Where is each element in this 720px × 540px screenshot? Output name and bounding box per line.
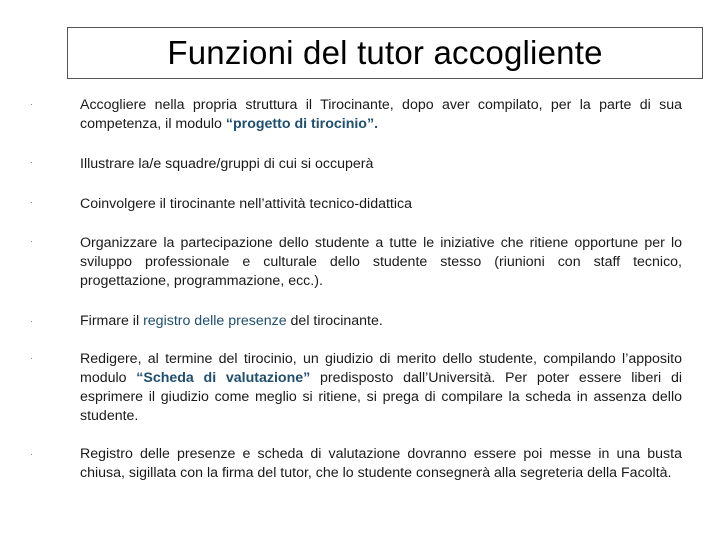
list-item-7 — [80, 445, 682, 483]
list-item-4 — [80, 234, 682, 291]
item-text: Firmare il — [80, 313, 144, 329]
list-item-2 — [80, 155, 682, 174]
bullet-marker: · — [30, 198, 33, 207]
list-item-6 — [80, 350, 682, 426]
item-text-post: predisposto dall’Università. Per poter essere liberi di esprimere il giudizio come meglio si ritiene, si prega di compilare la scheda in assenza dello studente. — [80, 370, 682, 424]
bullet-marker: · — [30, 158, 33, 167]
bullet-marker: · — [30, 354, 33, 363]
list-item-1 — [80, 96, 682, 134]
list-item-3 — [80, 195, 682, 214]
item-emphasis: registro delle presenze — [143, 313, 287, 329]
item-text: Organizzare la partecipazione dello studente a tutte le iniziative che ritiene opportune per lo sviluppo professionale e culturale dello studente stesso (riunioni con staff tecnico, progettazione, programmazione, ecc.). — [80, 235, 682, 289]
list-item-5 — [80, 312, 682, 331]
title-box — [67, 27, 703, 79]
item-text: Redigere, al termine del tirocinio, un giudizio di merito dello studente, compilando l’apposito modulo — [80, 351, 682, 386]
item-emphasis: “progetto di tirocinio”. — [225, 116, 379, 132]
item-text-post: del tirocinante. — [286, 313, 383, 329]
item-text: Accogliere nella propria struttura il Tirocinante, dopo aver compilato, per la parte di sua competenza, il modulo — [80, 97, 682, 132]
bullet-marker: · — [30, 450, 33, 459]
item-emphasis: “Scheda di valutazione” — [136, 370, 311, 386]
bullet-marker: · — [30, 100, 33, 109]
item-text: Registro delle presenze e scheda di valutazione dovranno essere poi messe in una busta chiusa, sigillata con la firma del tutor, che lo studente consegnerà alla segreteria della Facoltà. — [80, 446, 682, 481]
item-text: Illustrare la/e squadre/gruppi di cui si occuperà — [80, 156, 374, 172]
page-title: Funzioni del tutor accogliente — [167, 34, 603, 71]
bullet-marker: · — [30, 237, 33, 246]
item-text: Coinvolgere il tirocinante nell’attività tecnico-didattica — [80, 196, 412, 212]
bullet-marker: · — [30, 317, 33, 326]
